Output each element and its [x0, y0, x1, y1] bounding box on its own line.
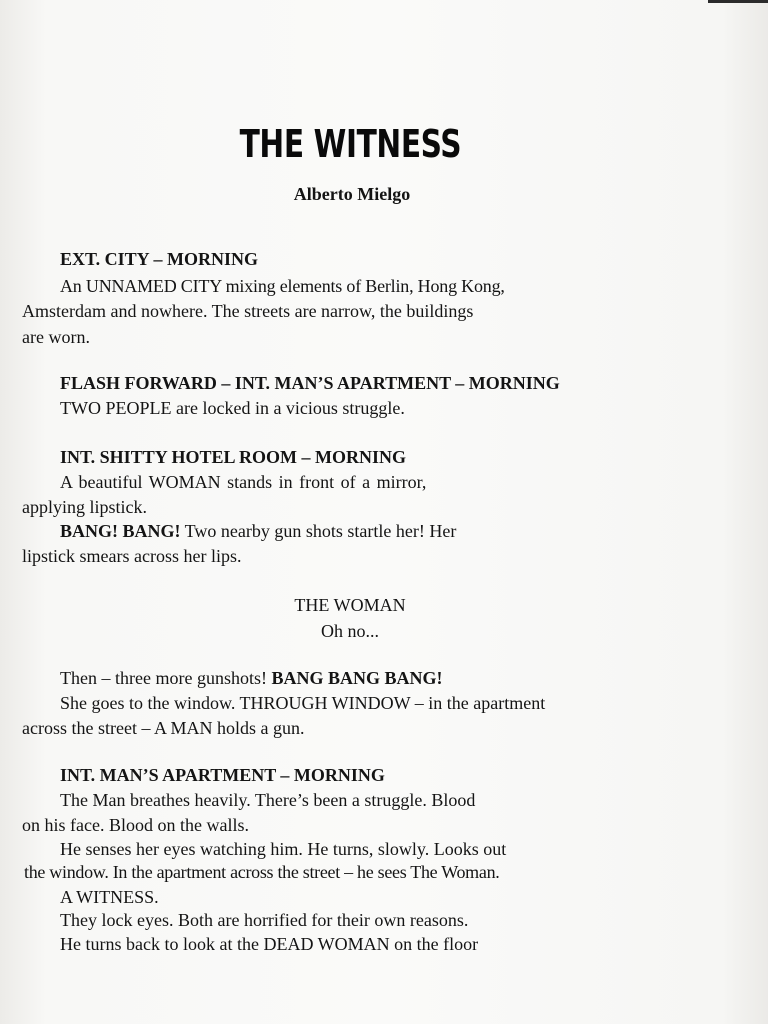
action-line: They lock eyes. Both are horrified for their own reasons.	[60, 910, 469, 930]
action-line-then	[60, 667, 442, 689]
action-line: are worn.	[22, 327, 90, 347]
action-line: A WITNESS.	[60, 887, 159, 907]
bang-emphasis: BANG! BANG!	[60, 521, 181, 541]
action-line: He turns back to look at the DEAD WOMAN on the floor	[60, 934, 479, 954]
bang-bang-bang-emphasis: BANG BANG BANG!	[271, 668, 443, 688]
action-line: The Man breathes heavily. There’s been a struggle. Blood	[60, 790, 476, 810]
bang-text: Two nearby gun shots startle her! Her	[180, 521, 457, 541]
script-author: Alberto Mielgo	[293, 184, 411, 204]
scene-heading-flash-forward: FLASH FORWARD – INT. MAN’S APARTMENT – MORNING	[60, 373, 560, 393]
action-line: A beautiful WOMAN stands in front of a mirror,	[60, 472, 427, 492]
page-corner-mark	[708, 0, 768, 3]
action-line: Amsterdam and nowhere. The streets are narrow, the buildings	[22, 301, 474, 321]
action-line: He senses her eyes watching him. He turns, slowly. Looks out	[60, 839, 507, 859]
action-line: applying lipstick.	[22, 497, 147, 517]
action-line-bang	[60, 520, 456, 542]
action-line: TWO PEOPLE are locked in a vicious struggle.	[60, 398, 405, 418]
action-line: An UNNAMED CITY mixing elements of Berlin, Hong Kong,	[60, 276, 505, 296]
character-name: THE WOMAN	[294, 595, 406, 615]
script-title: THE WITNESS	[239, 122, 462, 166]
action-line: across the street – A MAN holds a gun.	[22, 718, 305, 738]
action-line: lipstick smears across her lips.	[22, 546, 242, 566]
scene-heading-ext-city: EXT. CITY – MORNING	[60, 249, 259, 269]
action-line: the window. In the apartment across the street – he sees The Woman.	[24, 862, 500, 882]
scene-heading-mans-apartment: INT. MAN’S APARTMENT – MORNING	[60, 765, 385, 785]
action-line: on his face. Blood on the walls.	[22, 815, 249, 835]
dialogue-line: Oh no...	[321, 621, 379, 641]
scene-heading-hotel-room: INT. SHITTY HOTEL ROOM – MORNING	[60, 447, 407, 467]
then-text: Then – three more gunshots!	[60, 668, 272, 688]
action-line: She goes to the window. THROUGH WINDOW – in the apartment	[60, 693, 546, 713]
